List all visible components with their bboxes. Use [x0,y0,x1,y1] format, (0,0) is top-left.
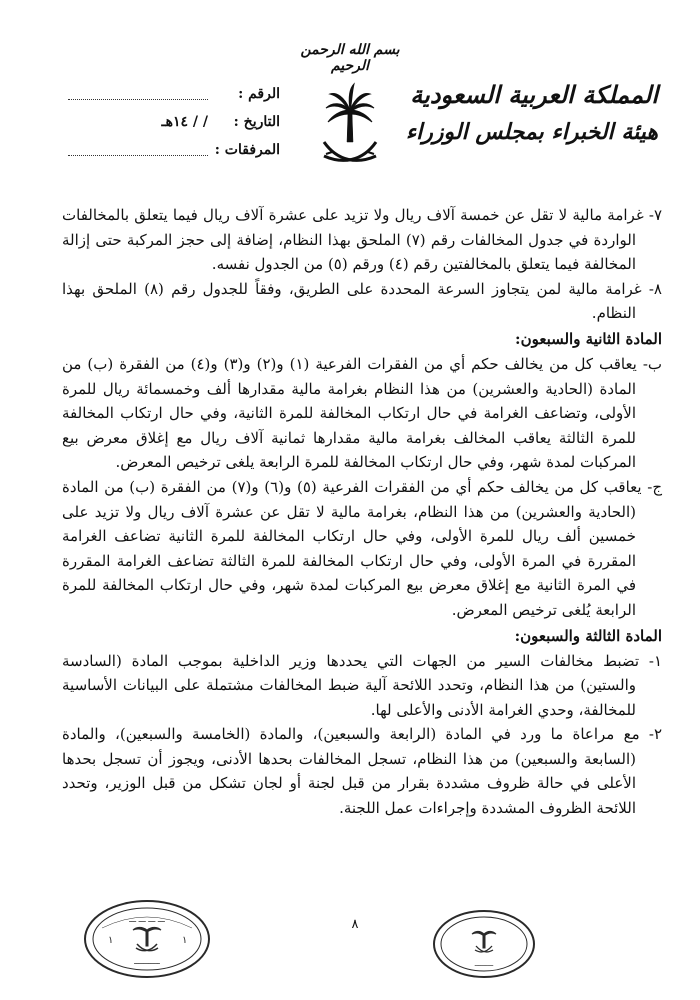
item-8-paragraph: ٨- غرامة مالية لمن يتجاوز السرعة المحددة على الطريق، وفقاً للجدول رقم (٨) الملحق بهذا النظام. [62,279,662,323]
palm-and-swords-emblem-icon [320,80,380,175]
article-72-paragraph-b: ب- يعاقب كل من يخالف حكم أي من الفقرات الفرعية (١) و(٢) و(٣) و(٤) من الفقرة (ب) من المادة (الحادية والعشرين) من هذا النظام بغرامة مالية مقدارها ألف وخمسمائة ريال للمرة الأولى، وتضاعف الغرامة في حال ارتكاب المخالفة للمرة الثانية، وفي حال ارتكاب المخالفة للمرة الثالثة يعاقب المخالف بغرامة مالية مقدارها ثمانية آلاف ريال مع إغلاق معرض بيع المركبات لمدة شهر، وفي حال ارتكاب المخالفة للمرة الرابعة يلغى ترخيص المعرض. [62,354,663,472]
reference-number-line [68,99,208,100]
reference-block [60,82,280,166]
date-label: التاريخ : [233,114,280,130]
article-73-heading: المادة الثالثة والسبعون: [514,626,662,645]
council-secretariat-seal-icon [432,908,536,980]
letterhead [0,0,700,190]
date-value: / / ١٤هـ [161,114,208,130]
item-7-paragraph: ٧- غرامة مالية لا تقل عن خمسة آلاف ريال ولا تزيد على عشرة آلاف ريال فيما يتعلق بالمخالفات الواردة في جدول المخالفات رقم (٧) الملحق بهذا النظام، إضافة إلى حجز المركبة حتى إزالة المخالفة فيما يتعلق بالمخالفتين رقم (٤) ورقم (٥) من الجدول نفسه. [62,206,662,274]
page-number: ٨ [351,917,359,932]
attachments-line [68,155,208,156]
date-row [60,110,280,138]
svg-text:١: ١ [182,935,188,946]
article-73-item-1: ١- تضبط مخالفات السير من الجهات التي يحددها وزير الداخلية بموجب المادة (السادسة والستين) من هذا النظام، وتحدد اللائحة آلية ضبط المخالفات مشتملة على البيانات الأساسية للمخالفة، وحدي الغرامة الأدنى والأعلى لها. [62,651,662,719]
article-72-heading: المادة الثانية والسبعون: [515,329,662,348]
svg-text:ـــ ـــ ـــ ـــ: ـــ ـــ ـــ ـــ [129,915,165,924]
attachments-row [60,138,280,166]
authority-title: هيئة الخبراء بمجلس الوزراء [405,119,658,145]
document-body [62,203,662,821]
attachments-label: المرفقات : [214,142,280,158]
svg-text:ـــــــــ: ـــــــــ [474,960,494,968]
experts-commission-seal-icon [82,898,212,980]
reference-number-label: الرقم : [238,86,280,102]
kingdom-title: المملكة العربية السعودية [410,80,658,109]
svg-text:ـــــــــــ: ـــــــــــ [134,957,160,966]
article-72-paragraph-c: ج- يعاقب كل من يخالف حكم أي من الفقرات الفرعية (٥) و(٦) و(٧) من الفقرة (ب) من المادة (الحادية والعشرين) من هذا النظام، بغرامة مالية لا تقل عن عشرة آلاف ريال ولا تزيد على خمسين ألف ريال للمرة الأولى، وفي حال ارتكاب المخالفة للمرة الثانية تضاعف الغرامة المقررة في المرة الأولى، وفي حال ارتكاب المخالفة للمرة الثالثة تضاعف الغرامة المقررة في المرة الثانية مع إغلاق معرض بيع المركبات لمدة شهر، وفي حال ارتكاب المخالفة للمرة الرابعة يُلغى ترخيص المعرض. [62,477,663,619]
svg-text:١: ١ [108,935,114,946]
basmala: بسم الله الرحمن الرحيم [300,42,400,74]
reference-number-row [60,82,280,110]
article-73-item-2: ٢- مع مراعاة ما ورد في المادة (الرابعة والسبعين)، والمادة (الخامسة والسبعين)، والمادة (السابعة والسبعين) من هذا النظام، تسجل المخالفات بحدها الأدنى، ويجوز أن تسجل بحدها الأعلى في حالة ظروف مشددة بقرار من قبل لجنة أو لجان تشكل من قبل الوزير، وتحدد اللائحة الظروف المشددة وإجراءات عمل اللجنة. [62,725,662,818]
